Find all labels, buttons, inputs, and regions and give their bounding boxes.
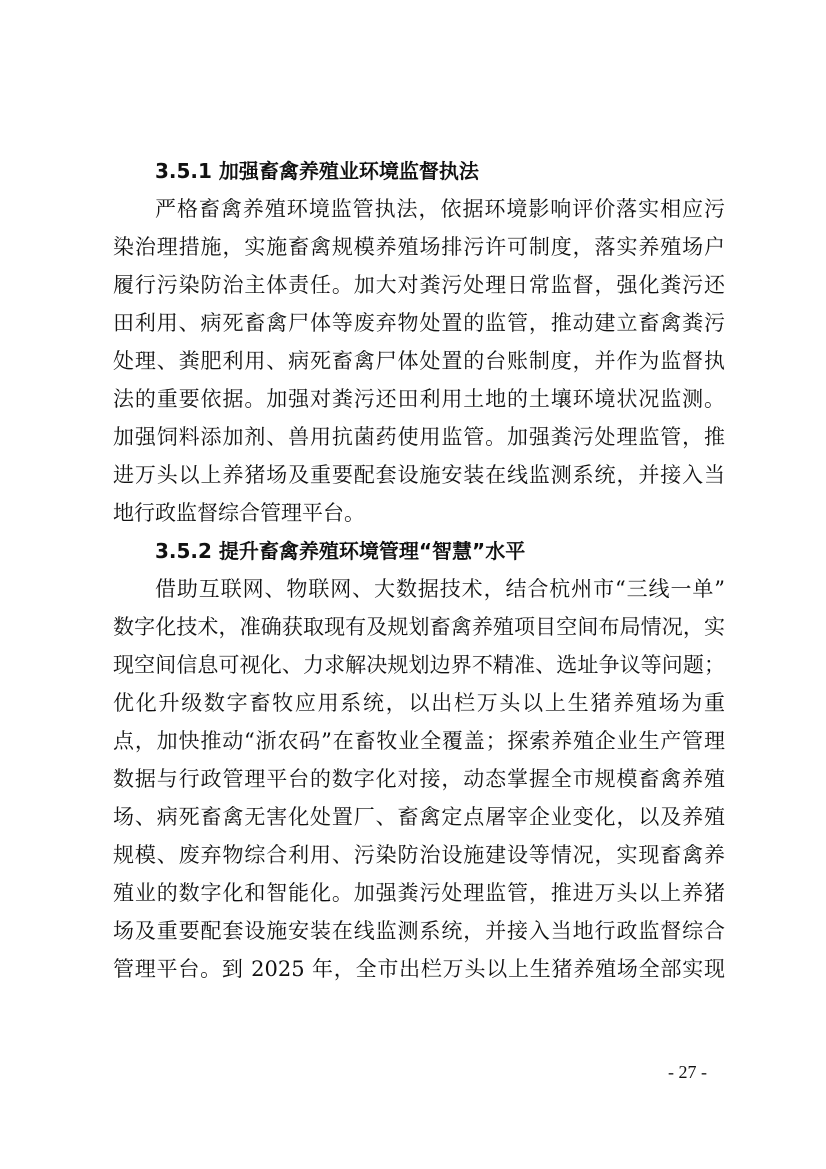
paragraph-line: 场、病死畜禽无害化处置厂、畜禽定点屠宰企业变化，以及养殖 — [113, 805, 725, 829]
page-number: - 27 - — [668, 1062, 707, 1082]
paragraph-line: 优化升级数字畜牧应用系统，以出栏万头以上生猪养殖场为重 — [113, 691, 725, 715]
paragraph-line: 加强饲料添加剂、兽用抗菌药使用监管。加强粪污处理监管，推 — [113, 425, 725, 449]
paragraph-line: 数据与行政管理平台的数字化对接，动态掌握全市规模畜禽养殖 — [113, 767, 725, 791]
document-body — [113, 152, 725, 988]
paragraph-line: 田利用、病死畜禽尸体等废弃物处置的监管，推动建立畜禽粪污 — [113, 311, 725, 335]
section-heading: 3.5.1 加强畜禽养殖业环境监督执法 — [155, 159, 479, 183]
section-heading: 3.5.2 提升畜禽养殖环境管理“智慧”水平 — [155, 539, 526, 563]
paragraph-line: 借助互联网、物联网、大数据技术，结合杭州市“三线一单” — [155, 577, 725, 601]
paragraph-line: 履行污染防治主体责任。加大对粪污处理日常监督，强化粪污还 — [113, 273, 725, 297]
paragraph-line: 法的重要依据。加强对粪污还田利用土地的土壤环境状况监测。 — [113, 387, 725, 411]
paragraph-line: 现空间信息可视化、力求解决规划边界不精准、选址争议等问题； — [113, 653, 725, 677]
paragraph-line: 地行政监督综合管理平台。 — [113, 501, 365, 525]
paragraph-line: 点，加快推动“浙农码”在畜牧业全覆盖；探索养殖企业生产管理 — [113, 729, 725, 753]
paragraph-line: 场及重要配套设施安装在线监测系统，并接入当地行政监督综合 — [113, 919, 725, 943]
paragraph-line: 染治理措施，实施畜禽规模养殖场排污许可制度，落实养殖场户 — [113, 235, 725, 259]
paragraph-line: 殖业的数字化和智能化。加强粪污处理监管，推进万头以上养猪 — [113, 881, 725, 905]
paragraph-line: 处理、粪肥利用、病死畜禽尸体处置的台账制度，并作为监督执 — [113, 349, 725, 373]
paragraph-line: 管理平台。到 2025 年，全市出栏万头以上生猪养殖场全部实现 — [113, 957, 725, 981]
paragraph-line: 严格畜禽养殖环境监管执法，依据环境影响评价落实相应污 — [155, 197, 725, 221]
paragraph-line: 数字化技术，准确获取现有及规划畜禽养殖项目空间布局情况，实 — [113, 615, 725, 639]
paragraph-line: 进万头以上养猪场及重要配套设施安装在线监测系统，并接入当 — [113, 463, 725, 487]
paragraph-line: 规模、废弃物综合利用、污染防治设施建设等情况，实现畜禽养 — [113, 843, 725, 867]
